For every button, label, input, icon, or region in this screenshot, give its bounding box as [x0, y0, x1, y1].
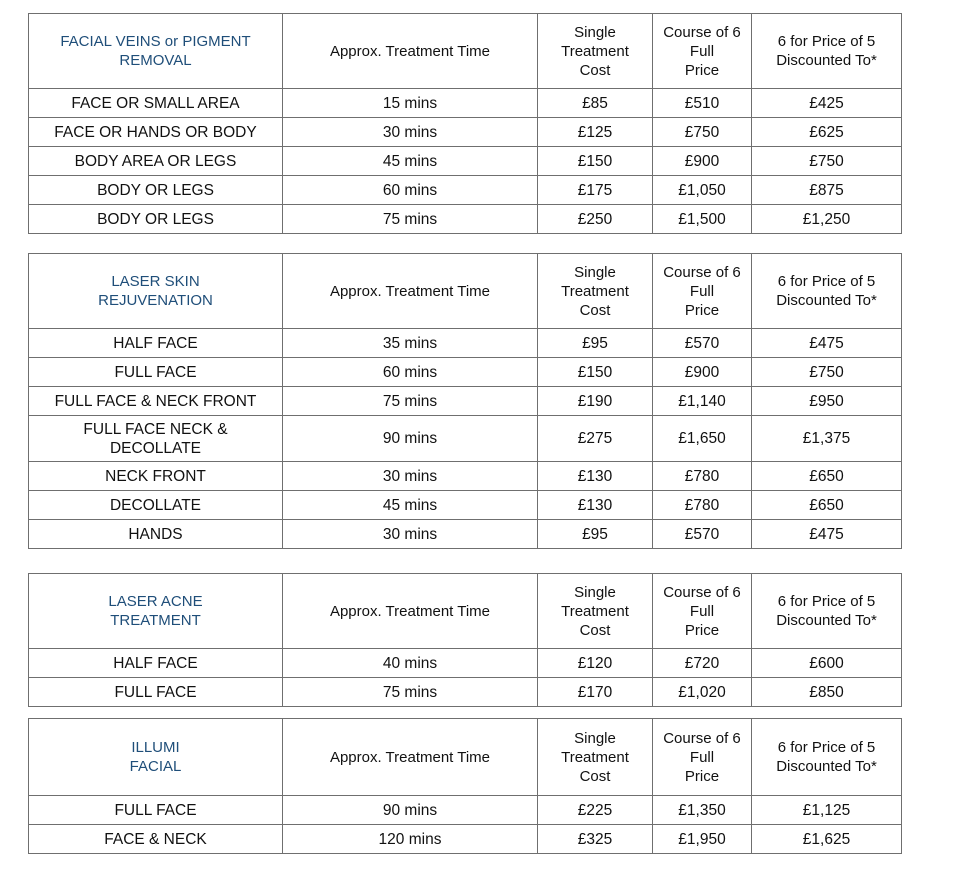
- laser-skin-rejuvenation-price-table: [28, 253, 902, 549]
- course-cell: £720: [653, 649, 752, 678]
- text-line: FACIAL VEINS or PIGMENT: [60, 33, 251, 50]
- treatment-area-cell: [29, 358, 283, 387]
- course-cell: £510: [653, 89, 752, 118]
- treatment-area-cell: [29, 329, 283, 358]
- treatment-area-cell: [29, 520, 283, 549]
- time-cell: 15 mins: [283, 89, 538, 118]
- header-course-price: [653, 14, 752, 89]
- course-cell: £1,650: [653, 416, 752, 462]
- time-cell: 30 mins: [283, 118, 538, 147]
- time-cell: 60 mins: [283, 176, 538, 205]
- table-row: [29, 358, 902, 387]
- text-line: FULL FACE: [114, 683, 197, 701]
- text-line: Discounted To*: [776, 52, 877, 69]
- course-cell: £900: [653, 358, 752, 387]
- text-line: BODY AREA OR LEGS: [74, 152, 237, 170]
- single-cell: £95: [538, 329, 653, 358]
- header-label: Approx. Treatment Time: [329, 748, 491, 766]
- text-line: Course of 6: [663, 729, 741, 747]
- text-line: Price: [684, 621, 720, 639]
- text-line: Single: [574, 23, 616, 41]
- treatment-area-cell: [29, 649, 283, 678]
- text-line: FACE OR HANDS OR BODY: [54, 123, 257, 141]
- header-single-cost: [538, 719, 653, 796]
- offer-cell: £475: [752, 329, 902, 358]
- offer-cell: £850: [752, 678, 902, 707]
- text-line: Cost: [579, 301, 611, 319]
- course-cell: £1,050: [653, 176, 752, 205]
- table-row: [29, 205, 902, 234]
- text-line: REJUVENATION: [98, 292, 213, 309]
- header-label: Approx. Treatment Time: [329, 282, 491, 300]
- table-row: [29, 118, 902, 147]
- single-cell: £130: [538, 462, 653, 491]
- table-row: [29, 387, 902, 416]
- text-line: ILLUMI: [131, 739, 180, 756]
- text-line: DECOLLATE: [109, 496, 202, 514]
- header-treatment-time: [283, 719, 538, 796]
- treatment-area-cell: [29, 147, 283, 176]
- text-line: 6 for Price of 5: [777, 593, 876, 610]
- time-cell: 40 mins: [283, 649, 538, 678]
- offer-cell: £1,625: [752, 825, 902, 854]
- text-line: DECOLLATE: [109, 439, 202, 457]
- text-line: HALF FACE: [113, 654, 198, 672]
- single-cell: £250: [538, 205, 653, 234]
- illumi-facial-price-table: [28, 718, 902, 854]
- treatment-area-cell: [29, 176, 283, 205]
- single-cell: £85: [538, 89, 653, 118]
- single-cell: £275: [538, 416, 653, 462]
- time-cell: 45 mins: [283, 147, 538, 176]
- course-cell: £570: [653, 329, 752, 358]
- text-line: Full: [689, 282, 715, 300]
- text-line: Single: [574, 263, 616, 281]
- offer-cell: £650: [752, 462, 902, 491]
- text-line: LASER ACNE: [108, 593, 203, 610]
- time-cell: 35 mins: [283, 329, 538, 358]
- text-line: FACIAL: [129, 758, 182, 775]
- section-title: [29, 14, 283, 89]
- table-row: [29, 491, 902, 520]
- offer-cell: £475: [752, 520, 902, 549]
- course-cell: £1,950: [653, 825, 752, 854]
- text-line: 6 for Price of 5: [777, 739, 876, 756]
- treatment-area-cell: [29, 89, 283, 118]
- text-line: FULL FACE: [114, 801, 197, 819]
- offer-cell: £1,375: [752, 416, 902, 462]
- text-line: Treatment: [561, 748, 629, 766]
- header-treatment-time: [283, 14, 538, 89]
- text-line: Treatment: [561, 42, 629, 60]
- text-line: Price: [684, 767, 720, 785]
- header-discount-price: [752, 719, 902, 796]
- text-line: Price: [684, 301, 720, 319]
- text-line: Course of 6: [663, 23, 741, 41]
- text-line: 6 for Price of 5: [777, 273, 876, 290]
- text-line: Discounted To*: [776, 758, 877, 775]
- text-line: BODY OR LEGS: [97, 210, 214, 228]
- course-cell: £780: [653, 462, 752, 491]
- single-cell: £125: [538, 118, 653, 147]
- table-row: [29, 796, 902, 825]
- text-line: LASER SKIN: [111, 273, 200, 290]
- section-title: [29, 719, 283, 796]
- offer-cell: £1,125: [752, 796, 902, 825]
- table-row: [29, 329, 902, 358]
- time-cell: 75 mins: [283, 205, 538, 234]
- offer-cell: £650: [752, 491, 902, 520]
- text-line: Cost: [579, 61, 611, 79]
- time-cell: 120 mins: [283, 825, 538, 854]
- course-cell: £1,140: [653, 387, 752, 416]
- treatment-area-cell: [29, 416, 283, 462]
- single-cell: £120: [538, 649, 653, 678]
- single-cell: £150: [538, 358, 653, 387]
- text-line: Treatment: [561, 602, 629, 620]
- header-single-cost: [538, 254, 653, 329]
- single-cell: £175: [538, 176, 653, 205]
- offer-cell: £875: [752, 176, 902, 205]
- table-row: [29, 147, 902, 176]
- course-cell: £900: [653, 147, 752, 176]
- offer-cell: £425: [752, 89, 902, 118]
- time-cell: 30 mins: [283, 462, 538, 491]
- header-course-price: [653, 574, 752, 649]
- treatment-area-cell: [29, 491, 283, 520]
- header-single-cost: [538, 14, 653, 89]
- text-line: FULL FACE NECK &: [83, 420, 228, 438]
- single-cell: £225: [538, 796, 653, 825]
- text-line: HALF FACE: [113, 334, 198, 352]
- course-cell: £750: [653, 118, 752, 147]
- single-cell: £95: [538, 520, 653, 549]
- treatment-area-cell: [29, 118, 283, 147]
- text-line: Full: [689, 42, 715, 60]
- course-cell: £570: [653, 520, 752, 549]
- text-line: Single: [574, 583, 616, 601]
- time-cell: 75 mins: [283, 678, 538, 707]
- offer-cell: £950: [752, 387, 902, 416]
- time-cell: 45 mins: [283, 491, 538, 520]
- time-cell: 90 mins: [283, 796, 538, 825]
- single-cell: £190: [538, 387, 653, 416]
- offer-cell: £750: [752, 358, 902, 387]
- facial-veins-price-table: [28, 13, 902, 234]
- text-line: Price: [684, 61, 720, 79]
- text-line: Treatment: [561, 282, 629, 300]
- offer-cell: £1,250: [752, 205, 902, 234]
- course-cell: £1,020: [653, 678, 752, 707]
- text-line: NECK FRONT: [105, 467, 206, 485]
- header-single-cost: [538, 574, 653, 649]
- text-line: Cost: [579, 767, 611, 785]
- text-line: Course of 6: [663, 583, 741, 601]
- text-line: HANDS: [128, 525, 183, 543]
- table-row: [29, 649, 902, 678]
- table-row: [29, 176, 902, 205]
- treatment-area-cell: [29, 796, 283, 825]
- text-line: FULL FACE & NECK FRONT: [54, 392, 257, 410]
- time-cell: 90 mins: [283, 416, 538, 462]
- text-line: Full: [689, 602, 715, 620]
- treatment-area-cell: [29, 387, 283, 416]
- time-cell: 30 mins: [283, 520, 538, 549]
- time-cell: 60 mins: [283, 358, 538, 387]
- table-header-row: [29, 719, 902, 796]
- table-header-row: [29, 14, 902, 89]
- text-line: Single: [574, 729, 616, 747]
- text-line: 6 for Price of 5: [777, 33, 876, 50]
- offer-cell: £600: [752, 649, 902, 678]
- laser-acne-price-table: [28, 573, 902, 707]
- text-line: Full: [689, 748, 715, 766]
- text-line: FULL FACE: [114, 363, 197, 381]
- text-line: BODY OR LEGS: [97, 181, 214, 199]
- text-line: Course of 6: [663, 263, 741, 281]
- treatment-area-cell: [29, 825, 283, 854]
- treatment-area-cell: [29, 205, 283, 234]
- section-title: [29, 574, 283, 649]
- table-row: [29, 462, 902, 491]
- table-row: [29, 89, 902, 118]
- course-cell: £1,350: [653, 796, 752, 825]
- text-line: Cost: [579, 621, 611, 639]
- single-cell: £325: [538, 825, 653, 854]
- header-discount-price: [752, 254, 902, 329]
- header-label: Approx. Treatment Time: [329, 42, 491, 60]
- header-course-price: [653, 719, 752, 796]
- header-label: Approx. Treatment Time: [329, 602, 491, 620]
- table-header-row: [29, 254, 902, 329]
- table-row: [29, 520, 902, 549]
- header-treatment-time: [283, 254, 538, 329]
- course-cell: £1,500: [653, 205, 752, 234]
- text-line: FACE OR SMALL AREA: [71, 94, 240, 112]
- section-title: [29, 254, 283, 329]
- header-treatment-time: [283, 574, 538, 649]
- text-line: TREATMENT: [110, 612, 201, 629]
- offer-cell: £625: [752, 118, 902, 147]
- table-row: [29, 825, 902, 854]
- time-cell: 75 mins: [283, 387, 538, 416]
- treatment-area-cell: [29, 678, 283, 707]
- text-line: Discounted To*: [776, 612, 877, 629]
- text-line: REMOVAL: [119, 52, 192, 69]
- header-course-price: [653, 254, 752, 329]
- treatment-area-cell: [29, 462, 283, 491]
- single-cell: £170: [538, 678, 653, 707]
- table-row: [29, 416, 902, 462]
- single-cell: £150: [538, 147, 653, 176]
- header-discount-price: [752, 574, 902, 649]
- text-line: Discounted To*: [776, 292, 877, 309]
- table-row: [29, 678, 902, 707]
- table-header-row: [29, 574, 902, 649]
- text-line: FACE & NECK: [104, 830, 207, 848]
- course-cell: £780: [653, 491, 752, 520]
- offer-cell: £750: [752, 147, 902, 176]
- single-cell: £130: [538, 491, 653, 520]
- header-discount-price: [752, 14, 902, 89]
